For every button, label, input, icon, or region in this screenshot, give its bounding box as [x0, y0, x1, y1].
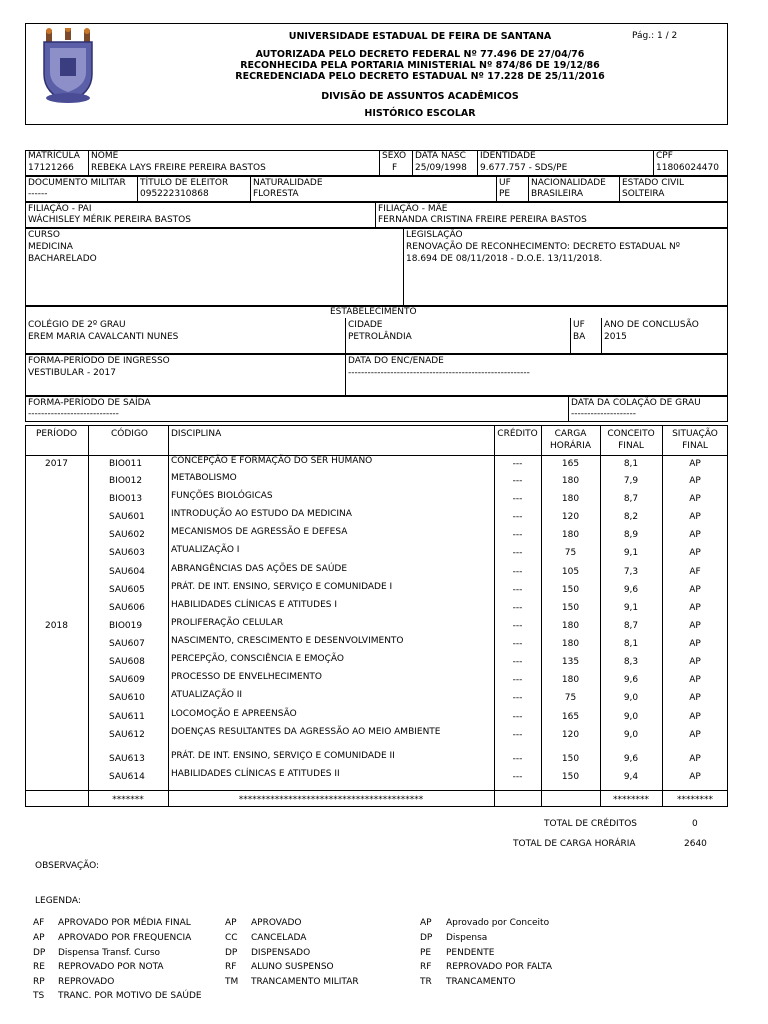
col-credito: CRÉDITO	[497, 429, 538, 439]
cell-carga: 120	[561, 730, 580, 740]
cell-credito: ---	[512, 772, 523, 782]
cell-disciplina: HABILIDADES CLÍNICAS E ATITUDES II	[171, 769, 340, 779]
uf-label: UF	[499, 178, 511, 188]
cell-credito: ---	[512, 585, 523, 595]
school-uf-label: UF	[573, 320, 585, 330]
cell-conceito: 8,2	[623, 512, 639, 522]
cell-codigo: SAU614	[109, 772, 145, 782]
cell-situacao: AP	[689, 603, 701, 613]
ingresso-value: VESTIBULAR - 2017	[28, 368, 116, 378]
total-creditos-value: 0	[692, 819, 698, 829]
footer-conceito: ********	[613, 795, 649, 805]
decree-line-1: AUTORIZADA PELO DECRETO FEDERAL Nº 77.496 DE 27/04/76	[255, 49, 585, 60]
division-name: DIVISÃO DE ASSUNTOS ACADÊMICOS	[321, 91, 519, 102]
legend-code: RF	[225, 962, 237, 972]
cell-credito: ---	[512, 603, 523, 613]
cell-situacao: AP	[689, 675, 701, 685]
legend-code: RF	[420, 962, 432, 972]
naturalidade-label: NATURALIDADE	[253, 178, 323, 188]
cell-credito: ---	[512, 530, 523, 540]
cell-conceito: 8,7	[623, 621, 639, 631]
colacao-value: --------------------	[571, 409, 636, 419]
cell-credito: ---	[512, 621, 523, 631]
cell-situacao: AP	[689, 754, 701, 764]
legislacao-value-1: RENOVAÇÃO DE RECONHECIMENTO: DECRETO ESTADUAL Nº	[406, 242, 680, 252]
university-name: UNIVERSIDADE ESTADUAL DE FEIRA DE SANTANA	[288, 31, 552, 42]
cell-conceito: 8,1	[623, 459, 639, 469]
legend-code: AP	[33, 933, 45, 943]
cell-disciplina: ABRANGÊNCIAS DAS AÇÕES DE SAÚDE	[171, 564, 348, 574]
curso-label: CURSO	[28, 230, 60, 240]
col-periodo: PERÍODO	[35, 429, 78, 439]
page-number: Pág.: 1 / 2	[632, 31, 678, 41]
eleitor-label: TÍTULO DE ELEITOR	[140, 178, 229, 188]
cell-conceito: 9,4	[623, 772, 639, 782]
legend-text: APROVADO POR FREQUENCIA	[58, 933, 192, 943]
cell-credito: ---	[512, 657, 523, 667]
pai-label: FILIAÇÃO - PAI	[28, 204, 92, 214]
cell-carga: 180	[561, 494, 580, 504]
cell-situacao: AP	[689, 772, 701, 782]
cell-carga: 105	[561, 567, 580, 577]
col-disciplina: DISCIPLINA	[171, 429, 222, 439]
ano-value: 2015	[604, 332, 627, 342]
militar-label: DOCUMENTO MILITAR	[28, 178, 126, 188]
cell-situacao: AP	[689, 712, 701, 722]
curso-row	[25, 228, 728, 306]
civil-value: SOLTEIRA	[622, 189, 665, 199]
identidade-value: 9.677.757 - SDS/PE	[480, 163, 568, 173]
cell-periodo: 2018	[45, 621, 68, 631]
legislacao-label: LEGISLAÇÃO	[406, 230, 463, 240]
legend-text: CANCELADA	[251, 933, 307, 943]
cell-credito: ---	[512, 754, 523, 764]
cell-codigo: SAU610	[109, 693, 145, 703]
cell-credito: ---	[512, 639, 523, 649]
cell-codigo: SAU604	[109, 567, 145, 577]
cell-carga: 150	[561, 603, 580, 613]
cell-credito: ---	[512, 567, 523, 577]
cell-carga: 75	[564, 548, 577, 558]
col-codigo: CÓDIGO	[111, 429, 149, 439]
establishment-label: ESTABELECIMENTO	[330, 307, 417, 317]
cidade-value: PETROLÂNDIA	[348, 332, 412, 342]
cell-disciplina: METABOLISMO	[171, 473, 237, 483]
legend-text: PENDENTE	[446, 948, 495, 958]
cell-carga: 150	[561, 754, 580, 764]
cell-codigo: SAU608	[109, 657, 145, 667]
legislacao-value-2: 18.694 DE 08/11/2018 - D.O.E. 13/11/2018.	[406, 254, 603, 264]
cell-carga: 75	[564, 693, 577, 703]
cell-credito: ---	[512, 459, 523, 469]
cell-periodo: 2017	[45, 459, 68, 469]
school-uf-value: BA	[573, 332, 586, 342]
matricula-label: MATRÍCULA	[28, 151, 80, 161]
cell-situacao: AP	[689, 548, 701, 558]
legend-code: DP	[420, 933, 433, 943]
total-creditos-label: TOTAL DE CRÉDITOS	[544, 819, 637, 829]
ano-label: ANO DE CONCLUSÃO	[604, 320, 699, 330]
cell-conceito: 8,1	[623, 639, 639, 649]
ingresso-label: FORMA-PERÍODO DE INGRESSO	[28, 356, 170, 366]
cell-disciplina: CONCEPÇÃO E FORMAÇÃO DO SER HUMANO	[171, 456, 373, 466]
cell-conceito: 9,6	[623, 585, 639, 595]
mae-label: FILIAÇÃO - MÃE	[378, 204, 448, 214]
nacionalidade-label: NACIONALIDADE	[531, 178, 606, 188]
uf-value: PE	[499, 189, 511, 199]
cell-situacao: AP	[689, 476, 701, 486]
cell-conceito: 7,9	[623, 476, 639, 486]
cell-disciplina: PRÁT. DE INT. ENSINO, SERVIÇO E COMUNIDADE I	[171, 582, 393, 592]
cell-conceito: 9,0	[623, 730, 639, 740]
cell-carga: 180	[561, 530, 580, 540]
cell-carga: 180	[561, 476, 580, 486]
legend-code: RE	[33, 962, 45, 972]
cell-carga: 135	[561, 657, 580, 667]
cell-situacao: AP	[689, 512, 701, 522]
legend-text: APROVADO	[251, 918, 302, 928]
legend-text: REPROVADO POR FALTA	[446, 962, 553, 972]
cell-carga: 180	[561, 639, 580, 649]
matricula-value: 17121266	[28, 163, 74, 173]
cell-disciplina: HABILIDADES CLÍNICAS E ATITUDES I	[171, 600, 337, 610]
nacionalidade-value: BRASILEIRA	[531, 189, 583, 199]
cell-conceito: 9,0	[623, 712, 639, 722]
cell-disciplina: DOENÇAS RESULTANTES DA AGRESSÃO AO MEIO AMBIENTE	[171, 727, 441, 737]
legend-text: APROVADO POR MÉDIA FINAL	[58, 918, 191, 928]
cell-codigo: BIO012	[109, 476, 143, 486]
pai-value: WÁCHISLEY MÉRIK PEREIRA BASTOS	[28, 215, 191, 225]
cell-codigo: SAU611	[109, 712, 145, 722]
col-carga-2: HORÁRIA	[550, 441, 591, 451]
cell-conceito: 9,0	[623, 693, 639, 703]
observacao-label: OBSERVAÇÃO:	[35, 861, 100, 871]
legend-code: TR	[420, 977, 432, 987]
cell-credito: ---	[512, 693, 523, 703]
nasc-value: 25/09/1998	[415, 163, 467, 173]
cell-credito: ---	[512, 730, 523, 740]
total-carga-value: 2640	[684, 839, 707, 849]
cell-situacao: AP	[689, 693, 701, 703]
eleitor-value: 095222310868	[140, 189, 209, 199]
cell-codigo: SAU607	[109, 639, 145, 649]
legend-code: PE	[420, 948, 432, 958]
sexo-value: F	[392, 163, 398, 173]
cell-codigo: SAU605	[109, 585, 145, 595]
legend-text: TRANC. POR MOTIVO DE SAÚDE	[58, 991, 202, 1001]
cell-disciplina: NASCIMENTO, CRESCIMENTO E DESENVOLVIMENTO	[171, 636, 404, 646]
cell-carga: 165	[561, 459, 580, 469]
cell-carga: 180	[561, 675, 580, 685]
decree-line-2: RECONHECIDA PELA PORTARIA MINISTERIAL Nº 874/86 DE 19/12/86	[240, 60, 600, 71]
total-carga-label: TOTAL DE CARGA HORÁRIA	[513, 839, 636, 849]
cell-codigo: SAU601	[109, 512, 145, 522]
identidade-label: IDENTIDADE	[480, 151, 536, 161]
cell-conceito: 9,6	[623, 754, 639, 764]
militar-value: ------	[28, 189, 48, 199]
cell-conceito: 8,9	[623, 530, 639, 540]
legend-text: ALUNO SUSPENSO	[251, 962, 334, 972]
footer-disciplina: *****************************************	[238, 795, 424, 805]
cell-disciplina: LOCOMOÇÃO E APREENSÃO	[171, 709, 297, 719]
cell-conceito: 9,1	[623, 603, 639, 613]
curso-value-1: MEDICINA	[28, 242, 73, 252]
cell-disciplina: INTRODUÇÃO AO ESTUDO DA MEDICINA	[171, 509, 352, 519]
legend-text: TRANCAMENTO MILITAR	[251, 977, 359, 987]
col-situacao-1: SITUAÇÃO	[672, 429, 718, 439]
enade-value: --------------------------------------------------------	[348, 368, 530, 378]
legend-text: Dispensa Transf. Curso	[58, 948, 161, 958]
cell-credito: ---	[512, 512, 523, 522]
colacao-label: DATA DA COLAÇÃO DE GRAU	[571, 398, 701, 408]
legend-code: AP	[420, 918, 432, 928]
legend-text: Dispensa	[446, 933, 488, 943]
cell-situacao: AP	[689, 530, 701, 540]
cell-codigo: SAU606	[109, 603, 145, 613]
cell-codigo: SAU613	[109, 754, 145, 764]
cell-carga: 150	[561, 585, 580, 595]
cell-situacao: AP	[689, 657, 701, 667]
cidade-label: CIDADE	[348, 320, 383, 330]
cell-situacao: AP	[689, 494, 701, 504]
cell-conceito: 7,3	[623, 567, 639, 577]
cell-codigo: SAU602	[109, 530, 145, 540]
colegio-label: COLÉGIO DE 2º GRAU	[28, 320, 126, 330]
legend-code: DP	[225, 948, 238, 958]
cpf-value: 11806024470	[656, 163, 719, 173]
cell-disciplina: ATUALIZAÇÃO I	[171, 545, 240, 555]
cell-situacao: AP	[689, 621, 701, 631]
saida-label: FORMA-PERÍODO DE SAÍDA	[28, 398, 151, 408]
cell-codigo: BIO013	[109, 494, 143, 504]
legend-text: REPROVADO POR NOTA	[58, 962, 164, 972]
cell-codigo: BIO011	[109, 459, 143, 469]
cell-situacao: AP	[689, 730, 701, 740]
legenda-label: LEGENDA:	[35, 896, 81, 906]
legend-code: TS	[33, 991, 45, 1001]
cell-disciplina: PROCESSO DE ENVELHECIMENTO	[171, 672, 323, 682]
cell-carga: 165	[561, 712, 580, 722]
cell-conceito: 8,3	[623, 657, 639, 667]
cell-disciplina: MECANISMOS DE AGRESSÃO E DEFESA	[171, 527, 348, 537]
col-carga-1: CARGA	[554, 429, 587, 439]
cell-codigo: SAU603	[109, 548, 145, 558]
col-conceito-2: FINAL	[618, 441, 644, 451]
cell-disciplina: PRÁT. DE INT. ENSINO, SERVIÇO E COMUNIDADE II	[171, 751, 395, 761]
cell-disciplina: FUNÇÕES BIOLÓGICAS	[171, 491, 273, 501]
cell-credito: ---	[512, 712, 523, 722]
curso-value-2: BACHARELADO	[28, 254, 97, 264]
mae-value: FERNANDA CRISTINA FREIRE PEREIRA BASTOS	[378, 215, 587, 225]
university-seal-logo	[38, 28, 98, 106]
cell-conceito: 8,7	[623, 494, 639, 504]
col-situacao-2: FINAL	[682, 441, 708, 451]
legend-code: TM	[225, 977, 239, 987]
cell-codigo: SAU609	[109, 675, 145, 685]
legend-text: TRANCAMENTO	[446, 977, 516, 987]
cell-disciplina: ATUALIZAÇÃO II	[171, 690, 243, 700]
civil-label: ESTADO CIVIL	[622, 178, 684, 188]
cell-disciplina: PERCEPÇÃO, CONSCIÊNCIA E EMOÇÃO	[171, 654, 344, 664]
footer-codigo: *******	[112, 795, 144, 805]
footer-situacao: ********	[677, 795, 713, 805]
cell-carga: 120	[561, 512, 580, 522]
cell-credito: ---	[512, 494, 523, 504]
col-conceito-1: CONCEITO	[607, 429, 655, 439]
saida-value: ----------------------------	[28, 409, 119, 419]
cell-situacao: AF	[689, 567, 701, 577]
cell-carga: 150	[561, 772, 580, 782]
cell-credito: ---	[512, 476, 523, 486]
legend-code: CC	[225, 933, 238, 943]
cell-conceito: 9,1	[623, 548, 639, 558]
cell-codigo: BIO019	[109, 621, 143, 631]
legend-text: DISPENSADO	[251, 948, 311, 958]
document-title: HISTÓRICO ESCOLAR	[364, 108, 476, 119]
nasc-label: DATA NASC	[415, 151, 466, 161]
naturalidade-value: FLORESTA	[253, 189, 299, 199]
nome-label: NOME	[91, 151, 119, 161]
cpf-label: CPF	[656, 151, 673, 161]
cell-credito: ---	[512, 675, 523, 685]
legend-code: AF	[33, 918, 45, 928]
enade-label: DATA DO ENC/ENADE	[348, 356, 444, 366]
nome-value: REBEKA LAYS FREIRE PEREIRA BASTOS	[91, 163, 266, 173]
cell-situacao: AP	[689, 585, 701, 595]
legend-code: AP	[225, 918, 237, 928]
cell-carga: 180	[561, 621, 580, 631]
legend-text: Aprovado por Conceito	[446, 918, 550, 928]
sexo-label: SEXO	[382, 151, 407, 161]
cell-credito: ---	[512, 548, 523, 558]
colegio-value: EREM MARIA CAVALCANTI NUNES	[28, 332, 179, 342]
cell-disciplina: PROLIFERAÇÃO CELULAR	[171, 618, 284, 628]
legend-text: REPROVADO	[58, 977, 115, 987]
legend-code: RP	[33, 977, 45, 987]
cell-situacao: AP	[689, 639, 701, 649]
cell-situacao: AP	[689, 459, 701, 469]
legend-code: DP	[33, 948, 46, 958]
cell-conceito: 9,6	[623, 675, 639, 685]
decree-line-3: RECREDENCIADA PELO DECRETO ESTADUAL Nº 17.228 DE 25/11/2016	[235, 71, 605, 82]
cell-codigo: SAU612	[109, 730, 145, 740]
